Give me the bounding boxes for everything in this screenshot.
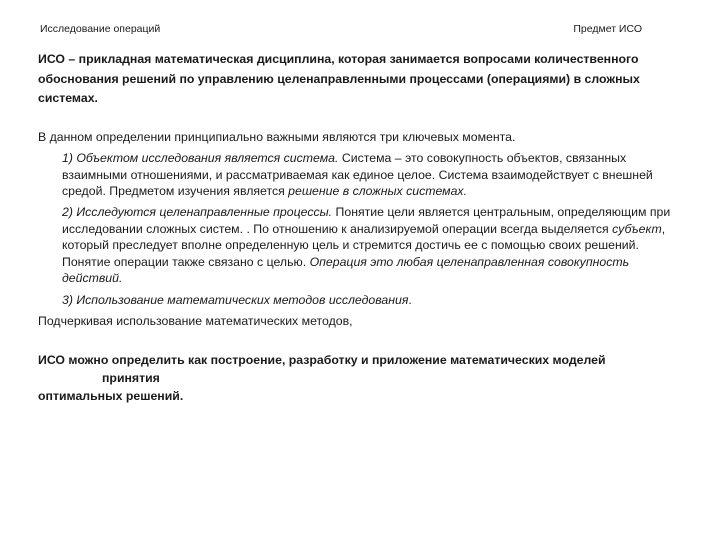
item1-subject: решение в сложных системах. <box>288 184 467 198</box>
item2-operation: Операция это любая целенаправленная совокупность действий. <box>62 254 630 285</box>
item2-lead: 2) Исследуются целенаправленные процессы. <box>62 205 333 219</box>
item3-lead: 3) Использование математических методов исследования <box>62 293 409 307</box>
header-course-title: Исследование операций <box>40 23 161 35</box>
intro-paragraph: В данном определении принципиально важными являются три ключевых момента. <box>38 130 516 144</box>
list-item-3 <box>62 292 687 309</box>
item2-text-2: , который преследует вполне определенную цель и стремится достичь ее с помощью своих решений. Понятие операции также связано с целью. <box>62 221 666 269</box>
item3-tail: . <box>408 293 412 307</box>
list-item-1 <box>62 150 687 200</box>
final-line-3: оптимальных решений. <box>38 389 184 403</box>
item1-text: Система – это совокупность объектов, связанных взаимными отношениями, и рассматриваемая как единое целое. Система взаимодействует с внешней средой. Предметом изучения является <box>62 151 653 198</box>
list-item-2 <box>62 204 687 287</box>
emphasis-paragraph: Подчеркивая использование математических методов, <box>38 314 353 328</box>
header-slide-title: Предмет ИСО <box>573 23 642 35</box>
final-line-1: ИСО можно определить как построение, разработку и приложение математических моделей <box>38 353 606 367</box>
final-line-2: принятия <box>102 371 160 385</box>
item2-subject: субъект <box>612 221 662 236</box>
item1-lead: 1) Объектом исследования является система. <box>62 151 339 165</box>
definition-paragraph: ИСО – прикладная математическая дисциплина, которая занимается вопросами количественного обоснования решений по управлению целенаправленными процессами (операциями) в сложных системах. <box>38 52 640 105</box>
item2-text: Понятие цели является центральным, определяющим при исследовании сложных систем. . По отношению к анализируемой операции всегда выделяется <box>62 205 671 236</box>
final-definition <box>38 351 688 405</box>
